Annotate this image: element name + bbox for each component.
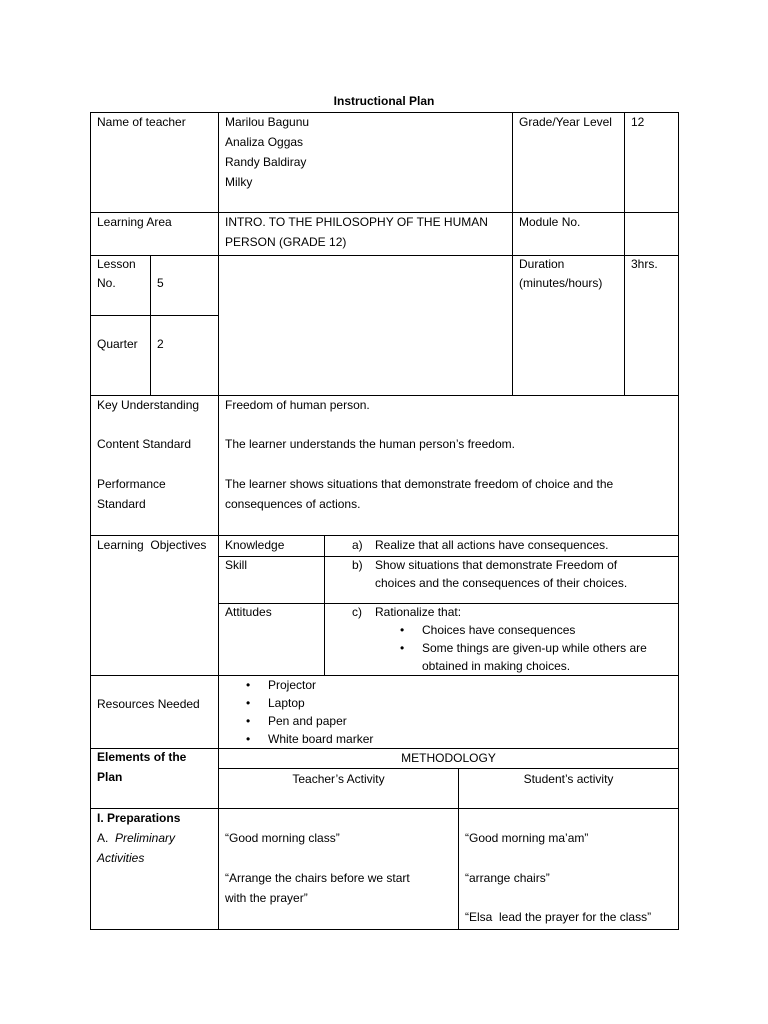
resource-item: • White board marker [246,732,374,746]
attitudes-label: Attitudes [225,605,272,619]
teacher-activity-line: “Good morning class” [225,831,340,845]
resources-label: Resources Needed [97,697,200,711]
knowledge-label: Knowledge [225,538,285,552]
preparations-sub-label: Activities [97,851,145,865]
bullet-icon: • [246,678,251,692]
duration-value: 3hrs. [631,257,658,271]
key-understanding-label: Key Understanding [97,398,200,412]
grade-value: 12 [631,115,645,129]
content-standard-text: The learner understands the human person’s freedom. [225,437,515,451]
bullet-icon: • [400,623,405,637]
bullet-icon: • [246,696,251,710]
preparations-sub-label: Preliminary [115,831,176,845]
grade-label: Grade/Year Level [519,115,612,129]
module-label: Module No. [519,215,581,229]
elements-label: Plan [97,770,123,784]
cell-standards-text [218,395,679,536]
skill-label: Skill [225,558,248,572]
cell-quarter-label [90,315,151,396]
knowledge-text: Realize that all actions have consequences. [375,538,609,552]
lesson-label: No. [97,276,116,290]
skill-marker: b) [352,558,363,572]
duration-label: (minutes/hours) [519,276,603,290]
teacher-name: Marilou Bagunu [225,115,310,129]
performance-standard-text: consequences of actions. [225,497,361,511]
content-standard-label: Content Standard [97,437,192,451]
student-activity-line: “arrange chairs” [465,871,550,885]
learning-area-label: Learning Area [97,215,172,229]
duration-label: Duration [519,257,565,271]
methodology-heading: METHODOLOGY [401,751,496,765]
skill-text: Show situations that demonstrate Freedom of [375,558,618,572]
teacher-name: Analiza Oggas [225,135,304,149]
teacher-activity-line: with the prayer” [225,891,308,905]
cell-quarter-value [150,315,219,396]
key-understanding-text: Freedom of human person. [225,398,370,412]
attitudes-bullet: • Some things are given-up while others are [400,641,647,655]
lesson-label: Lesson [97,257,136,271]
bullet-icon: • [246,714,251,728]
attitudes-bullet-continuation: obtained in making choices. [422,659,571,673]
knowledge-marker: a) [352,538,363,552]
quarter-value: 2 [157,337,164,351]
cell-objectives-label [90,535,219,676]
cell-duration-value [624,255,679,396]
lesson-value: 5 [157,276,164,290]
quarter-label: Quarter [97,337,138,351]
learning-area-value: INTRO. TO THE PHILOSOPHY OF THE HUMAN [225,215,488,229]
cell-standards-labels [90,395,219,536]
preparations-label: I. Preparations [97,811,181,825]
resource-item: • Laptop [246,696,305,710]
attitudes-marker: c) [352,605,362,619]
learning-area-value: PERSON (GRADE 12) [225,235,347,249]
teacher-activity-line: “Arrange the chairs before we start [225,871,410,885]
bullet-icon: • [246,732,251,746]
teacher-name: Randy Baldiray [225,155,307,169]
elements-label: Elements of the [97,750,187,764]
cell-lesson-blank [218,255,513,396]
attitudes-text: Rationalize that: [375,605,462,619]
performance-standard-text: The learner shows situations that demonstrate freedom of choice and the [225,477,614,491]
document-title: Instructional Plan [333,94,435,108]
skill-text: choices and the consequences of their choices. [375,576,628,590]
teacher-name: Milky [225,175,253,189]
teacher-activity-heading: Teacher’s Activity [292,772,385,786]
preparations-sub-marker: A. [97,831,109,845]
performance-standard-label: Standard [97,497,146,511]
resource-item: • Pen and paper [246,714,347,728]
attitudes-bullet: • Choices have consequences [400,623,576,637]
bullet-icon: • [400,641,405,655]
resource-item: • Projector [246,678,317,692]
learning-objectives-label: Learning Objectives [97,538,207,552]
student-activity-line: “Elsa lead the prayer for the class” [465,910,652,924]
student-activity-line: “Good morning ma’am” [465,831,589,845]
performance-standard-label: Performance [97,477,166,491]
student-activity-heading: Student’s activity [523,772,614,786]
teacher-label: Name of teacher [97,115,186,129]
cell-module-value [624,212,679,256]
